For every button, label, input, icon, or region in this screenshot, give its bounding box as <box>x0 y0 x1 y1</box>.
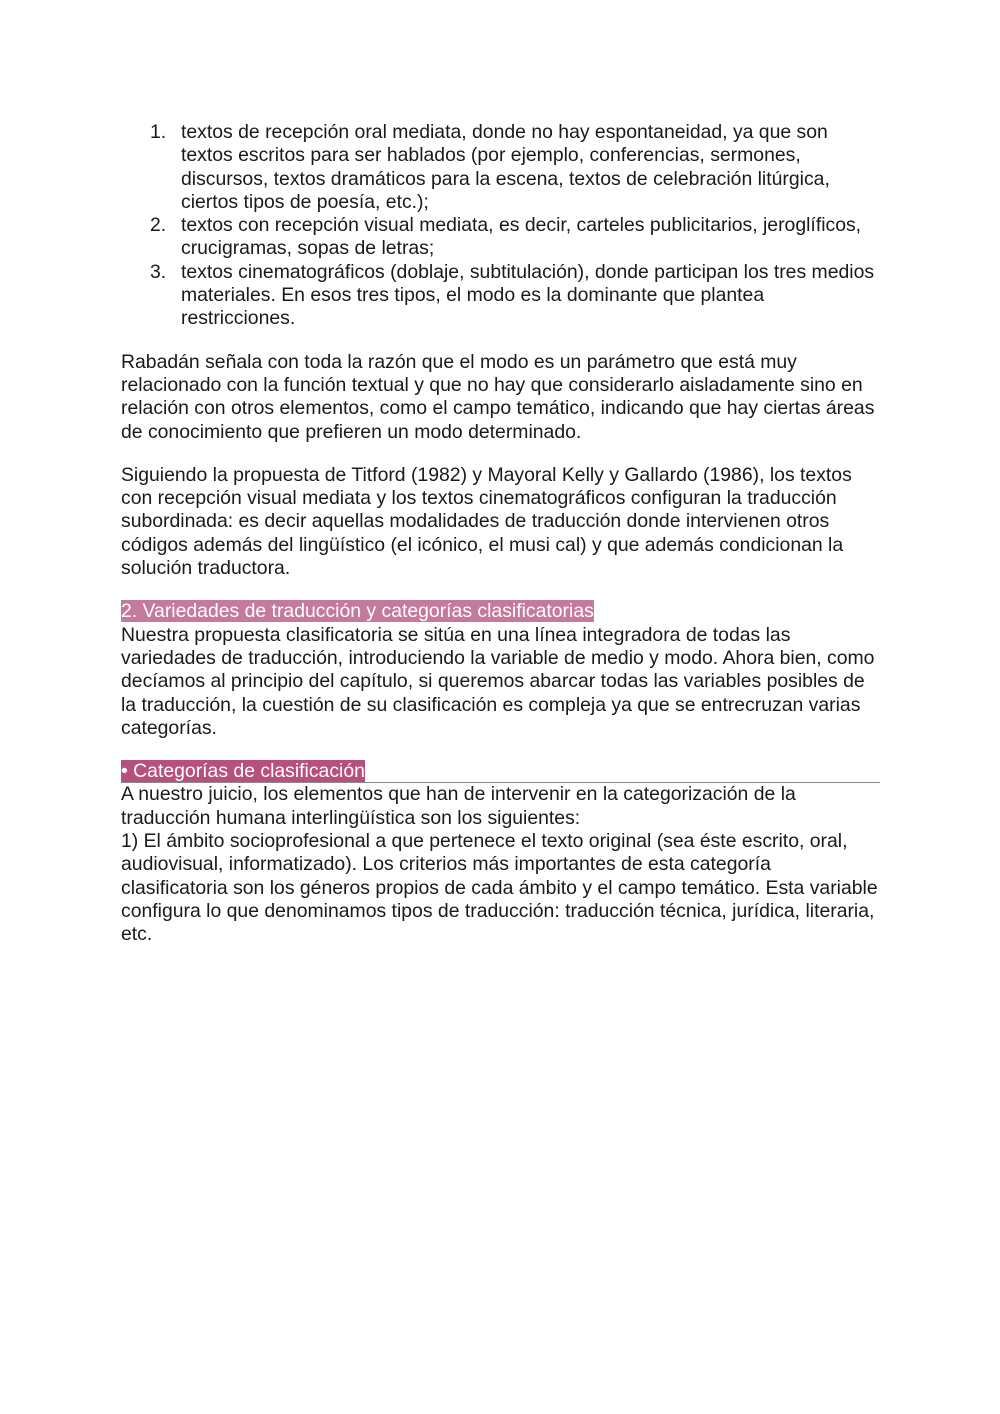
list-number: 3. <box>150 260 167 283</box>
subsection-heading <box>121 760 880 783</box>
list-number: 1. <box>150 121 167 143</box>
list-item <box>150 121 880 214</box>
list-number: 2. <box>150 214 167 237</box>
section-heading <box>121 600 880 623</box>
list-item <box>150 214 880 261</box>
subsection-item-1: 1) El ámbito socioprofesional a que pertenece el texto original (sea éste escrito, oral, audiovisual, informatizado). Los criterios más importantes de esta categoría clasificatoria son los géneros propios de cada ámbito y el campo temático. Esta variable configura lo que denominamos tipos de traducción: traducción técnica, jurídica, literaria, etc. <box>121 830 878 946</box>
subsection-heading-text: • Categorías de clasificación <box>121 760 365 783</box>
section-categorias <box>121 760 880 946</box>
paragraph-rabadan: Rabadán señala con toda la razón que el modo es un parámetro que está muy relacionado con la función textual y que no hay que considerarlo aisladamente sino en relación con otros elementos, como el campo temático, indicando que hay ciertas áreas de conocimiento que prefieren un modo determinado. <box>121 350 875 443</box>
section-heading-text: 2. Variedades de traducción y categorías clasificatorias <box>121 600 594 623</box>
subsection-intro: A nuestro juicio, los elementos que han de intervenir en la categorización de la traducción humana interlingüística son los siguientes: <box>121 783 796 829</box>
paragraph-titford: Siguiendo la propuesta de Titford (1982) y Mayoral Kelly y Gallardo (1986), los textos con recepción visual mediata y los textos cinematográficos configuran la traducción subordinada: es decir aquellas modalidades de traducción donde intervienen otros códigos además del lingüístico (el icónico, el musi cal) y que además condicionan la solución traductora. <box>121 463 852 580</box>
list-item-text: textos de recepción oral mediata, donde no hay espontaneidad, ya que son textos escritos para ser hablados (por ejemplo, conferencias, sermones, discursos, textos dramáticos para la escena, textos de celebración litúrgica, ciertos tipos de poesía, etc.); <box>181 121 830 213</box>
section-variedades <box>121 600 880 740</box>
section-body: Nuestra propuesta clasificatoria se sitúa en una línea integradora de todas las variedades de traducción, introduciendo la variable de medio y modo. Ahora bien, como decíamos al principio del capítulo, si queremos abarcar todas las variables posibles de la traducción, la cuestión de su clasificación es compleja ya que se entrecruzan varias categorías. <box>121 623 875 739</box>
list-item-text: textos con recepción visual mediata, es decir, carteles publicitarios, jeroglíficos, crucigramas, sopas de letras; <box>181 214 862 260</box>
list-item-text: textos cinematográficos (doblaje, subtitulación), donde participan los tres medios materiales. En esos tres tipos, el modo es la dominante que plantea restricciones. <box>181 260 875 330</box>
list-item <box>150 260 880 331</box>
numbered-list <box>121 121 880 331</box>
